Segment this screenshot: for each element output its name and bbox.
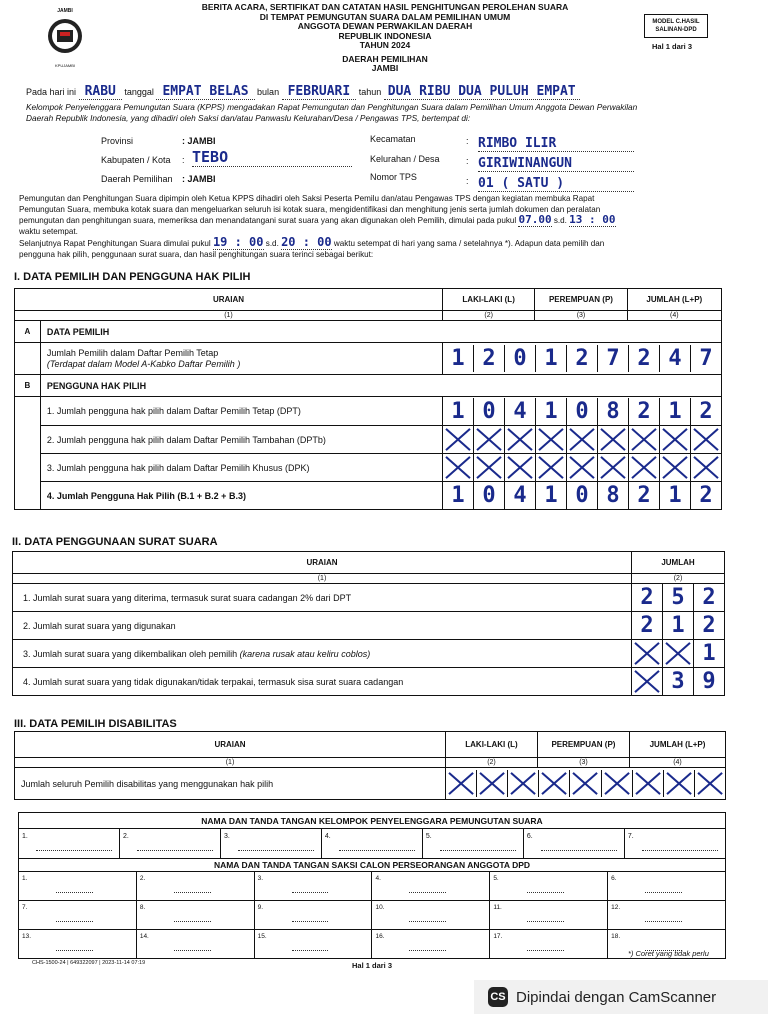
- digit-box: 2: [693, 584, 724, 611]
- crossed-box-icon: [443, 426, 473, 453]
- s1-b4-digits: [442, 482, 721, 510]
- crossed-box-icon: [632, 770, 663, 797]
- crossed-box-icon: [507, 770, 538, 797]
- s1-b-spacer: [15, 397, 41, 510]
- intro-line: [26, 84, 726, 99]
- kelurahan-colon: :: [466, 156, 469, 166]
- s2-r3-text: 3. Jumlah surat suara yang dikembalikan oleh pemilih: [23, 648, 238, 659]
- s1-a-letter: A: [15, 321, 41, 343]
- signature-line: [409, 950, 446, 951]
- kecamatan-label: Kecamatan: [370, 134, 416, 144]
- saksi-slot-number: 10.: [375, 904, 385, 911]
- kabupaten-value: TEBO: [192, 148, 352, 167]
- s1-a1-label: [40, 343, 442, 375]
- saksi-slot-number: 6.: [611, 875, 617, 882]
- saksi-slot-number: 11.: [493, 904, 502, 911]
- paragraph: [19, 194, 729, 261]
- document-title: [150, 3, 620, 74]
- kpu-logo: [40, 8, 90, 66]
- digit-box: 1: [451, 398, 465, 424]
- start-time-1: 07.00: [518, 213, 552, 227]
- page-number: Hal 1 dari 3: [652, 42, 693, 51]
- kelurahan-value: GIRIWINANGUN: [478, 156, 634, 172]
- kpps-slot-number: 5.: [425, 833, 432, 840]
- crossed-box-icon: [659, 454, 690, 481]
- s1-b2-label: 2. Jumlah pengguna hak pilih dalam Daftar Pemilih Tambahan (DPTb): [40, 426, 442, 454]
- signature-line: [174, 950, 211, 951]
- kabupaten-label: Kabupaten / Kota: [101, 155, 171, 165]
- camscanner-badge: [474, 980, 768, 1014]
- kecamatan-value: RIMBO ILIR: [478, 136, 634, 152]
- camscanner-text: Dipindai dengan CamScanner: [516, 988, 717, 1006]
- crossed-box-icon: [694, 770, 725, 797]
- s2-col-j: JUMLAH: [632, 552, 725, 574]
- crossed-box-icon: [628, 454, 659, 481]
- signature-line: [292, 921, 329, 922]
- footer-code: CHS-1500-24 | 649322097 | 2023-11-14 07:19: [32, 960, 146, 966]
- para-line-3: [19, 215, 729, 227]
- s1-a1-line-1: Jumlah Pemilih dalam Daftar Pemilih Tetap: [46, 347, 219, 358]
- section2-title: II. DATA PENGGUNAAN SURAT SUARA: [12, 536, 218, 548]
- saksi-signature-slot: [372, 930, 490, 959]
- crossed-box-icon: [597, 454, 628, 481]
- section1-table: [14, 288, 722, 510]
- intro-tahun-label: tahun: [358, 87, 382, 97]
- s3-col-l: LAKI-LAKI (L): [446, 732, 538, 758]
- saksi-slot-number: 8.: [139, 904, 146, 911]
- s1-a1-digits: [442, 343, 721, 375]
- crossed-box-icon: [566, 454, 597, 481]
- kabupaten-colon: :: [182, 155, 185, 165]
- kpps-signature-slot: [422, 829, 523, 859]
- tahun-value: DUA RIBU DUA PULUH EMPAT: [384, 84, 580, 100]
- crossed-box-icon: [473, 454, 504, 481]
- s2-r3-note: (karena rusak atau keliru coblos): [239, 648, 371, 659]
- saksi-slot-number: 4.: [375, 875, 381, 882]
- saksi-slot-number: 18.: [611, 933, 621, 940]
- saksi-slot-number: 13.: [22, 933, 32, 940]
- digit-box: 9: [693, 668, 724, 695]
- kpps-signature-table: [18, 812, 726, 859]
- digit-box: 0: [566, 482, 597, 509]
- kpps-signature-slot: [321, 829, 422, 859]
- s2-r3-label: [13, 640, 632, 668]
- intro-tanggal-label: tanggal: [124, 87, 154, 97]
- digit-box: 2: [690, 482, 721, 509]
- daerah-value: : JAMBI: [182, 174, 216, 184]
- s1-n1: (1): [15, 311, 443, 321]
- signature-line: [541, 850, 617, 851]
- s1-col-uraian: URAIAN: [15, 289, 443, 311]
- crossed-box-icon: [446, 770, 476, 797]
- dapil-label: DAERAH PEMILIHAN: [342, 53, 428, 64]
- signature-line: [292, 892, 329, 893]
- kecamatan-colon: :: [466, 136, 469, 146]
- kpps-slot-number: 1.: [22, 833, 28, 840]
- provinsi-value: : JAMBI: [182, 136, 216, 146]
- crossed-box-icon: [628, 426, 659, 453]
- title-line-5: TAHUN 2024: [359, 40, 411, 50]
- signature-line: [440, 850, 516, 851]
- signature-line: [174, 921, 211, 922]
- s3-col-j: JUMLAH (L+P): [629, 732, 725, 758]
- digit-box: 1: [535, 345, 566, 372]
- saksi-signature-slot: [136, 872, 254, 901]
- s3-n3: (3): [537, 758, 629, 768]
- s1-b-letter: B: [15, 375, 41, 397]
- saksi-slot-number: 9.: [257, 904, 264, 911]
- digit-box: 8: [597, 398, 628, 425]
- s1-b1-label: 1. Jumlah pengguna hak pilih dalam Daftar Pemilih Tetap (DPT): [40, 397, 442, 426]
- section1-title: I. DATA PEMILIH DAN PENGGUNA HAK PILIH: [14, 271, 251, 283]
- signature-line: [409, 921, 446, 922]
- signature-line: [56, 950, 93, 951]
- intro-bulan-label: bulan: [257, 87, 280, 97]
- crossed-box-icon: [535, 454, 566, 481]
- start-time-2: 19 : 00: [212, 235, 264, 250]
- saksi-slot-number: 7.: [22, 904, 28, 911]
- saksi-slot-number: 16.: [375, 933, 385, 940]
- saksi-signature-slot: [490, 901, 608, 930]
- digit-box: 1: [693, 640, 724, 667]
- digit-box: 1: [451, 346, 465, 371]
- kpps-slot-number: 6.: [526, 833, 533, 840]
- saksi-slot-number: 17.: [493, 933, 503, 940]
- crossed-box-icon: [690, 426, 721, 453]
- digit-box: 7: [597, 345, 628, 372]
- s2-r1-digits: [632, 584, 725, 612]
- footer-note: *) Coret yang tidak perlu: [628, 949, 709, 958]
- s1-b2-digits: [442, 426, 721, 454]
- digit-box: 0: [473, 482, 504, 509]
- saksi-signature-slot: [136, 901, 254, 930]
- s3-n4: (4): [629, 758, 725, 768]
- para-line-4: waktu setempat.: [19, 226, 78, 236]
- saksi-signature-slot: [490, 872, 608, 901]
- s2-r4-label: 4. Jumlah surat suara yang tidak digunakan/tidak terpakai, termasuk sisa surat suara cadangan: [13, 668, 632, 696]
- signature-line: [527, 921, 564, 922]
- end-time-2: 20 : 00: [281, 235, 332, 250]
- saksi-slot-number: 12.: [611, 904, 621, 911]
- s2-col-uraian: URAIAN: [13, 552, 632, 574]
- daerah-label: Daerah Pemilihan: [101, 174, 173, 184]
- tps-value: 01 ( SATU ): [478, 176, 634, 192]
- sd-label-1: s.d.: [553, 216, 567, 226]
- s1-a-title: DATA PEMILIH: [40, 321, 721, 343]
- crossed-box-icon: [538, 770, 569, 797]
- saksi-signature-slot: [372, 872, 490, 901]
- para-line-5: [19, 237, 729, 250]
- kelurahan-label: Kelurahan / Desa: [370, 154, 440, 164]
- signature-line: [56, 892, 93, 893]
- crossed-box-icon: [601, 770, 632, 797]
- logo-top-text: JAMBI: [57, 8, 73, 14]
- digit-box: 1: [535, 398, 566, 425]
- digit-box: 0: [473, 398, 504, 425]
- saksi-signature-slot: [372, 901, 490, 930]
- digit-box: 4: [504, 482, 535, 509]
- signature-line: [645, 892, 682, 893]
- s2-n2: (2): [632, 574, 725, 584]
- digit-box: 2: [628, 398, 659, 425]
- kpps-signature-slot: [220, 829, 321, 859]
- tps-label: Nomor TPS: [370, 172, 417, 182]
- crossed-box-icon: [659, 426, 690, 453]
- signature-line: [36, 850, 112, 851]
- signature-line: [339, 850, 415, 851]
- digit-box: 1: [659, 482, 690, 509]
- saksi-row-3: [19, 930, 726, 959]
- digit-box: 2: [640, 613, 654, 638]
- s3-col-uraian: URAIAN: [15, 732, 446, 758]
- section3-title: III. DATA PEMILIH DISABILITAS: [14, 718, 177, 730]
- digit-box: 2: [566, 345, 597, 372]
- saksi-row-2: [19, 901, 726, 930]
- crossed-box-icon: [632, 668, 662, 695]
- section3-table: [14, 731, 726, 800]
- para-line-5-b: waktu setempat di hari yang sama / setelahnya *). Adapun data pemilih dan: [333, 239, 605, 249]
- digit-box: 4: [659, 345, 690, 372]
- sd-label-2: s.d.: [265, 239, 279, 249]
- kpps-signature-slot: [523, 829, 624, 859]
- s1-col-p: PEREMPUAN (P): [535, 289, 627, 311]
- title-line-2: DI TEMPAT PEMUNGUTAN SUARA DALAM PEMILIHAN UMUM: [259, 11, 511, 22]
- crossed-box-icon: [566, 426, 597, 453]
- crossed-box-icon: [597, 426, 628, 453]
- saksi-signature-slot: [254, 901, 372, 930]
- digit-box: 2: [690, 398, 721, 425]
- s2-n1: (1): [13, 574, 632, 584]
- kpps-signature-slot: [624, 829, 725, 859]
- saksi-signature-slot: [608, 901, 726, 930]
- signature-line: [645, 921, 682, 922]
- saksi-signature-slot: [608, 872, 726, 901]
- para-line-1: Pemungutan dan Penghitungan Suara dipimpin oleh Ketua KPPS dihadiri oleh Saksi Peserta Pemilu dan/atau Pengawas TPS dengan kegiatan membuka Rapat: [19, 194, 595, 203]
- digit-box: 3: [662, 668, 693, 695]
- digit-box: 4: [504, 398, 535, 425]
- saksi-title: NAMA DAN TANDA TANGAN SAKSI CALON PERSEORANGAN ANGGOTA DPD: [19, 859, 726, 872]
- s1-b-title: PENGGUNA HAK PILIH: [40, 375, 721, 397]
- s1-a-spacer: [15, 343, 41, 375]
- saksi-signature-slot: [490, 930, 608, 959]
- crossed-box-icon: [690, 454, 721, 481]
- s1-b3-digits: [442, 454, 721, 482]
- saksi-signature-slot: [136, 930, 254, 959]
- s1-b4-label: 4. Jumlah Pengguna Hak Pilih (B.1 + B.2 + B.3): [40, 482, 442, 510]
- signature-line: [137, 850, 213, 851]
- signature-line: [527, 950, 564, 951]
- s3-n2: (2): [446, 758, 538, 768]
- digit-box: 1: [659, 398, 690, 425]
- signature-line: [409, 892, 446, 893]
- s3-r1-label: Jumlah seluruh Pemilih disabilitas yang menggunakan hak pilih: [15, 768, 446, 800]
- para-line-6: pengguna hak pilih, penggunaan surat suara, dan hasil penghitungan suara terinci sebagai berikut:: [19, 249, 374, 259]
- kpps-slot-number: 2.: [122, 833, 129, 840]
- tps-colon: :: [466, 176, 469, 186]
- hari-value: RABU: [79, 84, 122, 100]
- s2-r3-digits: [632, 640, 725, 668]
- model-line-1: MODEL C.HASIL: [652, 19, 700, 25]
- crossed-box-icon: [535, 426, 566, 453]
- crossed-box-icon: [443, 454, 473, 481]
- digit-box: 5: [662, 584, 693, 611]
- signature-line: [238, 850, 314, 851]
- para-line-5-a: Selanjutnya Rapat Penghitungan Suara dimulai pukul: [19, 239, 211, 249]
- crossed-box-icon: [632, 640, 662, 667]
- para-line-3-text: pemungutan dan penghitungan suara, memeriksa dan menandatangani surat suara yang akan digunakan oleh Pemilih, dimulai pada pukul: [19, 216, 517, 226]
- digit-box: 1: [451, 483, 465, 508]
- signature-line: [527, 892, 564, 893]
- digit-box: 2: [628, 345, 659, 372]
- digit-box: 7: [690, 345, 721, 372]
- tanggal-value: EMPAT BELAS: [156, 84, 254, 100]
- s1-col-l: LAKI-LAKI (L): [442, 289, 534, 311]
- saksi-signature-slot: [254, 872, 372, 901]
- digit-box: 1: [662, 612, 693, 639]
- signature-line: [174, 892, 211, 893]
- saksi-slot-number: 3.: [257, 875, 264, 882]
- crossed-box-icon: [662, 640, 693, 667]
- digit-box: 2: [628, 482, 659, 509]
- saksi-signature-table: [18, 858, 726, 959]
- saksi-slot-number: 5.: [493, 875, 499, 882]
- section2-table: [12, 551, 725, 696]
- digit-box: 2: [473, 345, 504, 372]
- saksi-slot-number: 1.: [22, 875, 28, 882]
- saksi-slot-number: 14.: [139, 933, 149, 940]
- digit-box: 8: [597, 482, 628, 509]
- digit-box: 0: [566, 398, 597, 425]
- signature-line: [56, 921, 93, 922]
- s1-n3: (3): [535, 311, 627, 321]
- s2-r4-digits: [632, 668, 725, 696]
- digit-box: 2: [640, 585, 654, 610]
- signature-line: [292, 950, 329, 951]
- crossed-box-icon: [504, 454, 535, 481]
- digit-box: 0: [504, 345, 535, 372]
- intro-hari-label: Pada hari ini: [26, 87, 77, 97]
- saksi-signature-slot: [19, 930, 137, 959]
- s2-r2-label: 2. Jumlah surat suara yang digunakan: [13, 612, 632, 640]
- s3-n1: (1): [15, 758, 446, 768]
- saksi-signature-slot: [19, 872, 137, 901]
- s1-b3-label: 3. Jumlah pengguna hak pilih dalam Daftar Pemilih Khusus (DPK): [40, 454, 442, 482]
- digit-box: 1: [535, 482, 566, 509]
- kpps-slot-number: 4.: [324, 833, 331, 840]
- intro-text-2: Daerah Republik Indonesia, yang dihadiri oleh Saksi dan/atau Panwaslu Kelurahan/Desa / Pengawas TPS, bertempat di:: [26, 113, 471, 123]
- kpps-slot-number: 7.: [627, 833, 634, 840]
- s3-col-p: PEREMPUAN (P): [537, 732, 629, 758]
- dapil-value: JAMBI: [371, 63, 399, 73]
- s1-col-j: JUMLAH (L+P): [627, 289, 721, 311]
- signature-line: [642, 850, 718, 851]
- model-box: [644, 14, 708, 38]
- emblem-icon: [40, 14, 90, 58]
- saksi-signature-slot: [254, 930, 372, 959]
- logo-bottom-text: KPUJAMBI: [54, 63, 75, 68]
- title-line-1: BERITA ACARA, SERTIFIKAT DAN CATATAN HASIL PENGHITUNGAN PEROLEHAN SUARA: [201, 2, 569, 12]
- saksi-slot-number: 2.: [139, 875, 146, 882]
- para-line-2: Pemungutan Suara, membuka kotak suara dan mengeluarkan seluruh isi kotak suara, mengidentifikasi dan menghitung jenis serta jumlah dokumen dan peralatan: [19, 204, 601, 214]
- kpps-signature-slot: [119, 829, 220, 859]
- crossed-box-icon: [504, 426, 535, 453]
- kpps-signature-slot: [19, 829, 120, 859]
- provinsi-label: Provinsi: [101, 136, 134, 146]
- title-line-4: REPUBLIK INDONESIA: [338, 30, 432, 41]
- saksi-signature-slot: [19, 901, 137, 930]
- kpps-slot-number: 3.: [223, 833, 230, 840]
- crossed-box-icon: [663, 770, 694, 797]
- s2-r2-digits: [632, 612, 725, 640]
- s1-b1-digits: [442, 397, 721, 426]
- saksi-row-1: [19, 872, 726, 901]
- s1-n2: (2): [442, 311, 534, 321]
- footer-page: Hal 1 dari 3: [352, 961, 393, 970]
- model-line-2: SALINAN-DPD: [655, 27, 697, 33]
- end-time-1: 13 : 00: [569, 213, 616, 227]
- crossed-box-icon: [476, 770, 507, 797]
- s2-r1-label: 1. Jumlah surat suara yang diterima, termasuk surat suara cadangan 2% dari DPT: [13, 584, 632, 612]
- s1-a1-line-2: (Terdapat dalam Model A-Kabko Daftar Pemilih ): [46, 358, 241, 369]
- kpps-row: [19, 829, 726, 859]
- intro-text-1: Kelompok Penyelenggara Pemungutan Suara (KPPS) mengadakan Rapat Pemungutan dan Penghitungan Suara dalam Pemilihan Umum Anggota Dewan Perwakilan: [26, 102, 638, 112]
- crossed-box-icon: [569, 770, 600, 797]
- bulan-value: FEBRUARI: [282, 84, 357, 100]
- crossed-box-icon: [473, 426, 504, 453]
- camscanner-icon: CS: [488, 987, 508, 1007]
- s3-r1-digits: [446, 768, 726, 800]
- title-line-3: ANGGOTA DEWAN PERWAKILAN DAERAH: [297, 21, 473, 31]
- saksi-slot-number: 15.: [257, 933, 267, 940]
- kpps-title: NAMA DAN TANDA TANGAN KELOMPOK PENYELENGGARA PEMUNGUTAN SUARA: [19, 813, 726, 829]
- s1-n4: (4): [627, 311, 721, 321]
- digit-box: 2: [693, 612, 724, 639]
